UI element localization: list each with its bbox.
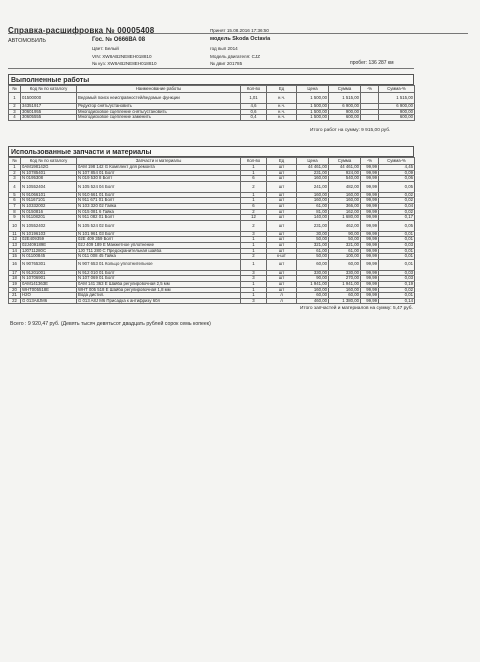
table-cell: 924,00 <box>329 170 361 176</box>
table-cell: 1 500,00 <box>297 115 329 121</box>
table-cell: 22 <box>9 298 21 304</box>
table-cell: 0,06 <box>379 176 415 182</box>
table-cell: 99,99 <box>361 176 379 182</box>
table-cell: 02J 409 189 E Манжетное уплотнение <box>77 242 241 248</box>
table-cell: 99,99 <box>361 220 379 231</box>
table-cell: 99,99 <box>361 209 379 215</box>
table-cell: N 019 530 8 Болт <box>77 176 241 182</box>
table-cell: 321,00 <box>297 242 329 248</box>
year: год вып 2014 <box>210 46 238 51</box>
table-cell: 241,00 <box>297 181 329 192</box>
table-cell: 4 <box>9 181 21 192</box>
car-model: модель Skoda Octavia <box>210 36 271 42</box>
table-cell: 02E 409 359 Болт <box>77 237 241 243</box>
table-cell: 99,99 <box>361 215 379 221</box>
table-cell: 540,00 <box>329 176 361 182</box>
table-cell: N 101 961 03 Болт <box>77 231 241 237</box>
table-cell: 1 <box>241 192 267 198</box>
table-cell: 0,01 <box>379 259 415 270</box>
table-cell: 0,01 <box>379 231 415 237</box>
table-cell: 1 515,00 <box>329 93 361 104</box>
table-cell: 1 500,00 <box>297 93 329 104</box>
table-cell: шт <box>267 287 297 293</box>
table-cell: 99,99 <box>361 231 379 237</box>
table-cell: 1 380,00 <box>329 298 361 304</box>
column-header: № <box>9 158 21 165</box>
table-cell: 160,00 <box>329 287 361 293</box>
table-cell: 50,00 <box>329 237 361 243</box>
table-cell: 99,99 <box>361 259 379 270</box>
table-cell: N 0195308 <box>21 176 77 182</box>
table-cell: 7 <box>9 203 21 209</box>
engine-model: Модель двигателя: CJZ <box>210 54 261 59</box>
table-cell: N 10552404 <box>21 181 77 192</box>
table-cell: 0,01 <box>379 293 415 299</box>
table-cell: 30,00 <box>297 231 329 237</box>
table-cell: 900,00 <box>379 109 415 115</box>
table-cell: 0,03 <box>379 270 415 276</box>
table-cell: 100,00 <box>329 254 361 260</box>
table-cell: 02E409359 <box>21 237 77 243</box>
table-cell: н.ч. <box>267 104 297 110</box>
table-cell: 16 <box>9 259 21 270</box>
table-cell: 2 <box>9 104 21 110</box>
mileage: пробег: 136 287 км <box>350 60 394 66</box>
table-cell: 0,09 <box>379 170 415 176</box>
table-cell: 1 <box>241 170 267 176</box>
table-cell: 0AM141363E <box>21 281 77 287</box>
grand-total: Всего : 9 920,47 руб. (Девять тысяч девятьсот двадцать рублей сорок семь копеек) <box>10 321 211 327</box>
table-cell: N 90765301 <box>21 259 77 270</box>
table-cell: 1 <box>241 287 267 293</box>
table-cell: 30605555 <box>21 115 77 121</box>
table-cell: Редуктор снять/установить <box>77 104 241 110</box>
table-row <box>9 220 415 231</box>
table-cell: 0,02 <box>379 198 415 204</box>
table-cell: 99,99 <box>361 298 379 304</box>
car-color: Цвет: Белый <box>92 46 119 51</box>
table-cell: N 105 524 02 Болт <box>77 220 241 231</box>
table-cell: шт <box>267 281 297 287</box>
table-cell: 8 <box>9 209 21 215</box>
table-cell: 3 <box>241 270 267 276</box>
table-cell: 0,6 <box>241 109 267 115</box>
table-cell: 18 <box>9 276 21 282</box>
table-cell: 61,00 <box>297 203 329 209</box>
table-cell: 270,00 <box>329 276 361 282</box>
table-row <box>9 93 415 104</box>
table-cell: Многодисковое сцепление снять/установить <box>77 109 241 115</box>
table-cell: 0,17 <box>379 215 415 221</box>
table-cell <box>361 93 379 104</box>
table-cell: 600,00 <box>329 115 361 121</box>
table-cell: 0,01 <box>379 248 415 254</box>
table-cell: N 907 653 01 Кольцо уплотнительное <box>77 259 241 270</box>
table-cell: шт <box>267 276 297 282</box>
table-cell: 9 <box>9 215 21 221</box>
table-cell: шт <box>267 242 297 248</box>
table-cell: 231,00 <box>297 170 329 176</box>
table-cell: 2 <box>9 170 21 176</box>
table-cell: 1J0 711 280 C Предохранительная шайба <box>77 248 241 254</box>
engine-number: № двиг 201785 <box>210 61 243 66</box>
column-header: -% <box>361 86 379 93</box>
table-cell: N 0150816 <box>21 209 77 215</box>
table-cell: н.ч. <box>267 93 297 104</box>
table-cell: N 91108201 <box>21 215 77 221</box>
table-cell: 0AM 141 363 E Шайба регулировочная 2,5 мм <box>77 281 241 287</box>
column-header: № <box>9 86 21 93</box>
table-cell: 30601955 <box>21 109 77 115</box>
table-cell: 99,99 <box>361 287 379 293</box>
table-cell: 140,00 <box>297 215 329 221</box>
table-cell: WHT 005 518 E Шайба регулировочная 1,8 мм <box>77 287 241 293</box>
table-cell: шт <box>267 192 297 198</box>
table-cell: 2 <box>241 181 267 192</box>
table-cell: 99,99 <box>361 248 379 254</box>
column-header: Сумма-% <box>379 86 415 93</box>
parts-total: Итого запчастей и материалов на сумму: 5,47 руб. <box>300 306 413 311</box>
table-cell: 99,99 <box>361 281 379 287</box>
table-cell: 13 <box>9 242 21 248</box>
table-cell: N 01100845 <box>21 254 77 260</box>
column-header: Код № по каталогу <box>21 86 77 93</box>
table-cell: 1,01 <box>241 93 267 104</box>
table-cell: л <box>267 298 297 304</box>
table-cell: 1 <box>241 237 267 243</box>
table-cell: 90,00 <box>297 276 329 282</box>
table-cell: 81,00 <box>297 209 329 215</box>
table-cell: N 103 320 02 Гайка <box>77 203 241 209</box>
table-cell: 1J0711280C <box>21 248 77 254</box>
table-cell: 1 <box>241 259 267 270</box>
table-cell: 3 <box>9 109 21 115</box>
table-cell: N 91201001 <box>21 270 77 276</box>
table-cell: 34351917 <box>21 104 77 110</box>
table-cell: 4,45 <box>379 165 415 171</box>
table-cell: 44 461,00 <box>297 165 329 171</box>
table-cell: 1 680,00 <box>329 215 361 221</box>
accepted-date: Принят 15.08.2016 17:36:50 <box>210 28 269 33</box>
table-cell: 0,05 <box>379 181 415 192</box>
table-row <box>9 181 415 192</box>
table-cell: 0,03 <box>379 276 415 282</box>
table-cell: G 013A8JM6 <box>21 298 77 304</box>
table-cell: 600,00 <box>379 115 415 121</box>
table-cell: 3 <box>241 231 267 237</box>
table-cell: 0AM 198 142 G Комплект для ремонта <box>77 165 241 171</box>
parts-section-title: Использованные запчасти и материалы <box>8 146 414 157</box>
table-cell: 4 <box>9 115 21 121</box>
table-cell: 1 515,00 <box>379 93 415 104</box>
table-cell: 1 941,00 <box>297 281 329 287</box>
table-cell: 99,99 <box>361 181 379 192</box>
table-cell: N 10332002 <box>21 203 77 209</box>
works-table <box>8 85 415 121</box>
table-cell: 160,00 <box>329 198 361 204</box>
table-cell: 1 941,00 <box>329 281 361 287</box>
table-cell: 3 <box>241 298 267 304</box>
column-header: Цена <box>297 86 329 93</box>
table-cell: 6 <box>241 203 267 209</box>
table-cell: 162,00 <box>329 209 361 215</box>
table-cell: шт <box>267 203 297 209</box>
table-cell: 160,00 <box>329 192 361 198</box>
table-cell: 50,00 <box>297 254 329 260</box>
header-rule-bottom <box>8 68 414 69</box>
table-cell: 231,00 <box>297 220 329 231</box>
table-cell: 0,4 <box>241 115 267 121</box>
table-cell: 0,02 <box>379 287 415 293</box>
table-cell: 44 461,00 <box>329 165 361 171</box>
table-cell: 99,99 <box>361 198 379 204</box>
table-cell: 5 <box>9 192 21 198</box>
table-cell: 160,00 <box>297 287 329 293</box>
table-cell: 21 <box>9 293 21 299</box>
works-total: Итого работ на сумму: 9 915,00 руб. <box>310 128 391 133</box>
table-cell: N 910 661 01 Болт <box>77 192 241 198</box>
gos-number: Гос. № О666ВА 08 <box>92 37 146 43</box>
table-cell: шт <box>267 170 297 176</box>
table-cell <box>361 115 379 121</box>
table-cell: 0,14 <box>379 298 415 304</box>
column-header: Сумма <box>329 158 361 165</box>
chassis-number: № куз: XW8AB2NE8EH018810 <box>92 61 157 66</box>
table-cell: 02J409189E <box>21 242 77 248</box>
table-row <box>9 298 415 304</box>
table-cell: 1 500,00 <box>297 104 329 110</box>
table-cell: 2 <box>241 254 267 260</box>
column-header: Цена <box>297 158 329 165</box>
column-header: -% <box>361 158 379 165</box>
table-cell: 90,00 <box>329 231 361 237</box>
table-cell: 61,00 <box>329 248 361 254</box>
table-cell: 2 <box>241 220 267 231</box>
table-cell: 60,00 <box>297 293 329 299</box>
table-cell: 6 900,00 <box>379 104 415 110</box>
table-cell: WHT005518E <box>21 287 77 293</box>
table-cell: 3 <box>241 276 267 282</box>
parts-table <box>8 157 415 304</box>
table-cell: N 105 524 04 Болт <box>77 181 241 192</box>
table-cell: 0,01 <box>379 237 415 243</box>
table-cell: Ведомый поиск неисправностей/ведомые функции <box>77 93 241 104</box>
table-cell: шт <box>267 165 297 171</box>
table-cell: 0,05 <box>379 220 415 231</box>
table-cell: 99,99 <box>361 203 379 209</box>
table-cell: шт <box>267 215 297 221</box>
table-cell: 0,03 <box>379 242 415 248</box>
column-header: Кол-во <box>241 158 267 165</box>
table-cell: N 91167101 <box>21 198 77 204</box>
table-cell: 01500000 <box>21 93 77 104</box>
table-cell: 99,99 <box>361 293 379 299</box>
table-cell: 160,00 <box>297 192 329 198</box>
table-cell: 99,99 <box>361 276 379 282</box>
table-cell: 1 500,00 <box>297 109 329 115</box>
table-row <box>9 259 415 270</box>
table-cell: к-шт <box>267 254 297 260</box>
table-cell: 0,19 <box>379 281 415 287</box>
column-header: Ед <box>267 86 297 93</box>
table-cell: 330,00 <box>297 270 329 276</box>
table-cell: 2 <box>241 209 267 215</box>
document-title: Справка-расшифровка № 00005408 <box>8 26 155 35</box>
table-cell: 10 <box>9 220 21 231</box>
table-cell: Многодисковое сцепление заменить <box>77 115 241 121</box>
table-cell: шт <box>267 270 297 276</box>
table-cell: 6 <box>241 176 267 182</box>
table-cell: 99,99 <box>361 165 379 171</box>
table-cell: шт <box>267 237 297 243</box>
table-cell: 330,00 <box>329 270 361 276</box>
table-cell: 900,00 <box>329 109 361 115</box>
table-cell: н.ч. <box>267 115 297 121</box>
table-cell: 321,00 <box>329 242 361 248</box>
table-cell: 366,00 <box>329 203 361 209</box>
table-cell: 1 <box>9 93 21 104</box>
table-cell: 12 <box>9 237 21 243</box>
table-cell: 99,99 <box>361 170 379 176</box>
column-header: Сумма-% <box>379 158 415 165</box>
table-cell: 11 <box>9 231 21 237</box>
table-cell: 50,00 <box>297 237 329 243</box>
table-cell: 0,02 <box>379 192 415 198</box>
table-cell: 1 <box>241 198 267 204</box>
table-cell: л <box>267 293 297 299</box>
column-header: Наименование работы <box>77 86 241 93</box>
table-cell: N 107 069 01 Болт <box>77 276 241 282</box>
table-cell: Вода дистил. <box>77 293 241 299</box>
table-cell: н.ч. <box>267 109 297 115</box>
table-cell: 4,6 <box>241 104 267 110</box>
column-header: Кол-во <box>241 86 267 93</box>
table-cell: шт <box>267 220 297 231</box>
table-cell: 1 <box>241 165 267 171</box>
table-cell: шт <box>267 231 297 237</box>
table-cell: 0,04 <box>379 203 415 209</box>
table-cell: 1 <box>241 281 267 287</box>
table-cell: N 10196103 <box>21 231 77 237</box>
table-cell: 99,99 <box>361 192 379 198</box>
table-cell: N 91066101 <box>21 192 77 198</box>
table-cell: 99,99 <box>361 270 379 276</box>
table-cell: 1 <box>241 293 267 299</box>
table-cell: 6 <box>9 198 21 204</box>
table-cell: 1 <box>9 165 21 171</box>
table-cell: 20 <box>9 287 21 293</box>
column-header: Запчасти и материалы <box>77 158 241 165</box>
table-cell: 482,00 <box>329 181 361 192</box>
table-cell: шт <box>267 259 297 270</box>
vin: VIN: XW8AB2NE8EH018810 <box>92 54 152 59</box>
column-header: Сумма <box>329 86 361 93</box>
table-cell: шт <box>267 248 297 254</box>
table-cell: 60,00 <box>297 259 329 270</box>
table-cell: 0AM198142G <box>21 165 77 171</box>
header-rule-top <box>8 33 468 34</box>
document-subtitle: АВТОМОБИЛЬ <box>8 38 47 44</box>
table-cell: 3 <box>9 176 21 182</box>
table-cell: 160,00 <box>297 198 329 204</box>
table-cell: N 911 082 01 Болт <box>77 215 241 221</box>
table-cell: 60,00 <box>329 259 361 270</box>
table-cell: 14 <box>9 248 21 254</box>
table-cell: 60,00 <box>329 293 361 299</box>
table-cell: шт <box>267 176 297 182</box>
table-cell: 0,02 <box>379 209 415 215</box>
table-cell: N 10785401 <box>21 170 77 176</box>
table-cell: 460,00 <box>297 298 329 304</box>
table-cell: N 10552402 <box>21 220 77 231</box>
table-cell: шт <box>267 181 297 192</box>
works-section-title: Выполненные работы <box>8 74 414 85</box>
table-cell: 1 <box>241 242 267 248</box>
table-cell: 99,99 <box>361 237 379 243</box>
table-cell: H2O <box>21 293 77 299</box>
table-cell: 99,99 <box>361 242 379 248</box>
table-cell: 0,01 <box>379 254 415 260</box>
table-cell: 61,00 <box>297 248 329 254</box>
table-cell: шт <box>267 198 297 204</box>
table-cell: N 10706901 <box>21 276 77 282</box>
table-cell: 6 900,00 <box>329 104 361 110</box>
table-row <box>9 115 415 121</box>
column-header: Код № по каталогу <box>21 158 77 165</box>
table-cell: G 013 A8J M6 Присадка к антифризу 60л <box>77 298 241 304</box>
table-cell: 160,00 <box>297 176 329 182</box>
table-cell: 17 <box>9 270 21 276</box>
table-cell: 12 <box>241 215 267 221</box>
table-cell: N 011 008 45 Гайка <box>77 254 241 260</box>
table-cell: N 912 010 01 Болт <box>77 270 241 276</box>
table-cell: N 107 854 01 Болт <box>77 170 241 176</box>
table-cell: 99,99 <box>361 254 379 260</box>
table-cell: N 015 081 6 Гайка <box>77 209 241 215</box>
table-cell: 15 <box>9 254 21 260</box>
table-cell: 1 <box>241 248 267 254</box>
table-cell: 19 <box>9 281 21 287</box>
table-cell: шт <box>267 209 297 215</box>
table-cell: 462,00 <box>329 220 361 231</box>
column-header: Ед <box>267 158 297 165</box>
table-cell: N 911 671 01 Болт <box>77 198 241 204</box>
